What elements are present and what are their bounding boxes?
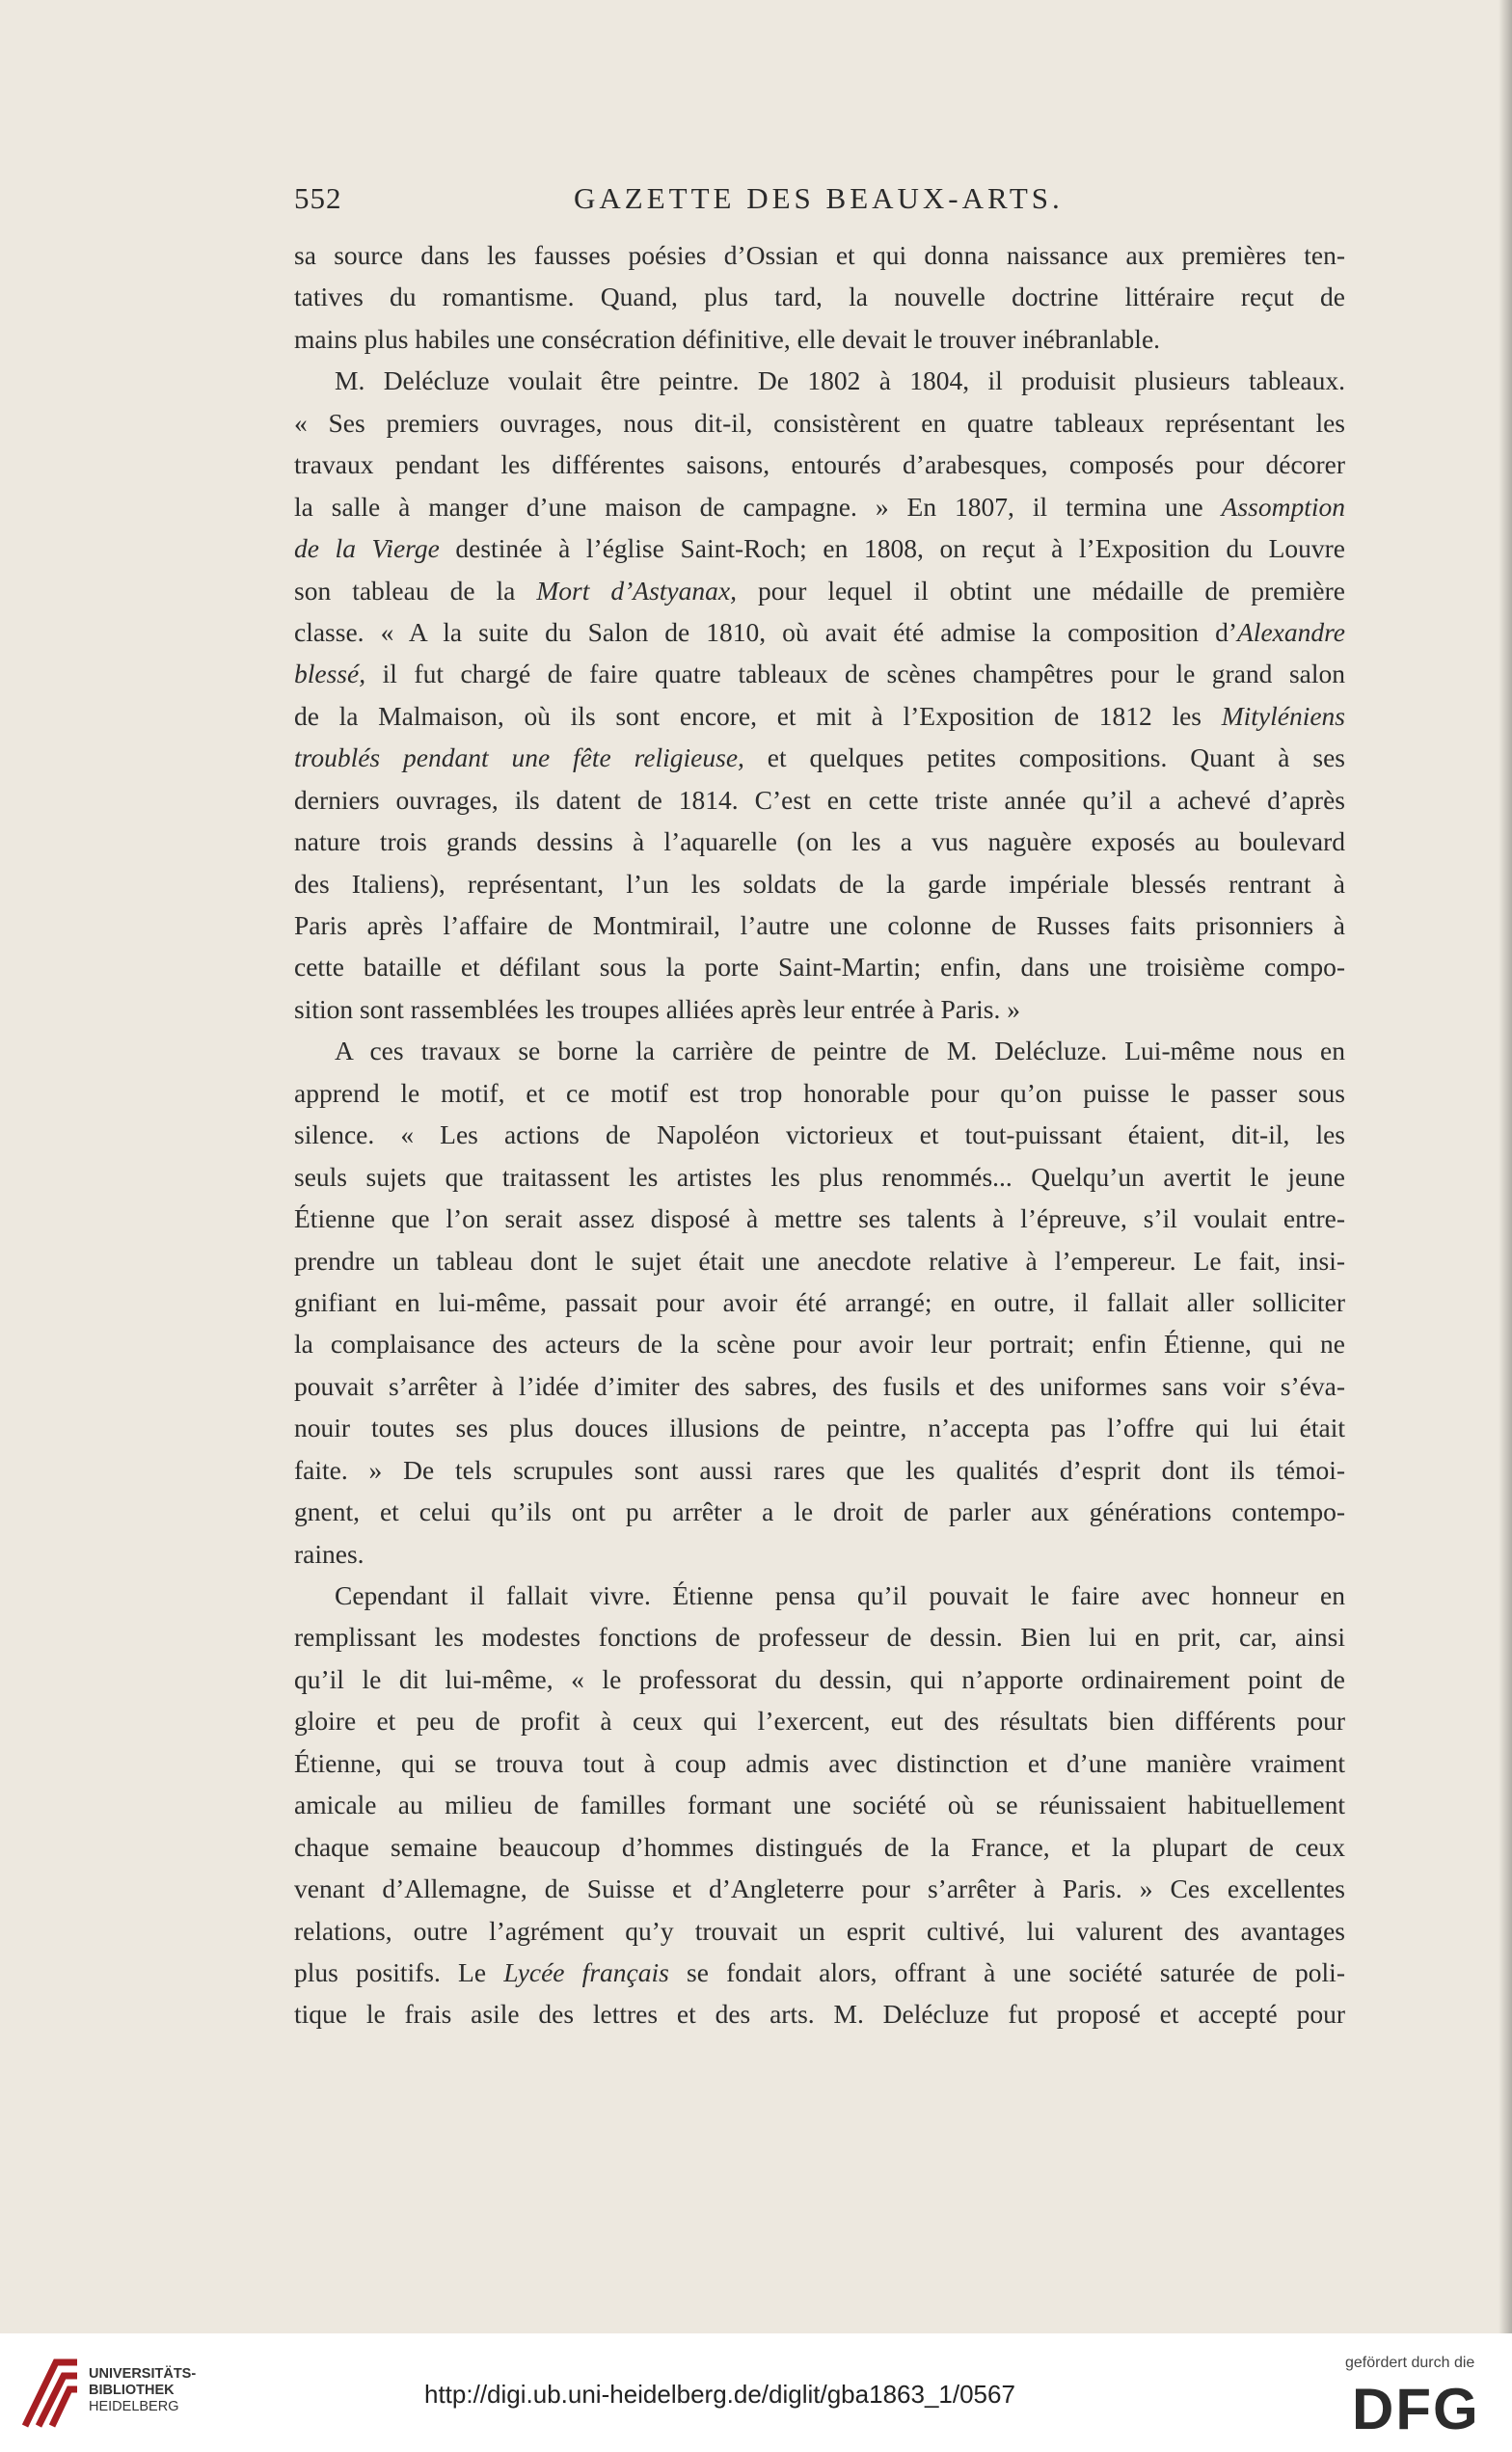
text-segment: plus positifs. Le bbox=[294, 1956, 504, 1987]
text-segment: raines. bbox=[294, 1538, 364, 1569]
text-line bbox=[294, 904, 1345, 946]
text-line bbox=[294, 1114, 1345, 1155]
text-line bbox=[294, 1449, 1345, 1491]
text-segment: tatives du romantisme. Quand, plus tard, la nouvelle doctrine littéraire reçut de bbox=[294, 282, 1345, 312]
text-line bbox=[294, 653, 1345, 694]
italic-title: Alexandre bbox=[1237, 616, 1345, 647]
text-line bbox=[294, 988, 1345, 1030]
text-line bbox=[294, 276, 1345, 317]
text-segment: de la Malmaison, où ils sont encore, et mit à l’Exposition de 1812 les bbox=[294, 700, 1222, 731]
text-segment: la salle à manger d’une maison de campagne. » En 1807, il termina une bbox=[294, 491, 1222, 522]
italic-title: Assomption bbox=[1221, 491, 1345, 522]
text-line bbox=[294, 318, 1345, 360]
text-segment: son tableau de la bbox=[294, 575, 537, 606]
text-segment: classe. « A la suite du Salon de 1810, où avait été admise la composition d’ bbox=[294, 616, 1237, 647]
text-segment: faite. » De tels scrupules sont aussi rares que les qualités d’esprit dont ils témoi- bbox=[294, 1454, 1345, 1485]
permalink-url[interactable]: http://digi.ub.uni-heidelberg.de/diglit/gba1863_1/0567 bbox=[424, 2380, 1015, 2409]
text-segment: remplissant les modestes fonctions de professeur de dessin. Bien lui en prit, car, ainsi bbox=[294, 1622, 1345, 1653]
page-header bbox=[294, 181, 1345, 220]
text-line bbox=[294, 821, 1345, 862]
italic-title: troublés pendant une fête religieuse, bbox=[294, 742, 744, 773]
text-segment: Étienne que l’on serait assez disposé à mettre ses talents à l’épreuve, s’il voulait entre- bbox=[294, 1203, 1345, 1234]
text-segment: la complaisance des acteurs de la scène pour avoir leur portrait; enfin Étienne, qui ne bbox=[294, 1329, 1345, 1360]
library-name-line: HEIDELBERG bbox=[89, 2399, 179, 2414]
text-line bbox=[294, 1658, 1345, 1700]
text-segment: A ces travaux se borne la carrière de peintre de M. Delécluze. Lui-même nous en bbox=[335, 1036, 1345, 1066]
footer-bar bbox=[0, 2333, 1512, 2452]
text-line bbox=[294, 946, 1345, 987]
text-line bbox=[294, 1784, 1345, 1825]
text-line bbox=[294, 1030, 1345, 1071]
text-segment: gnent, et celui qu’ils ont pu arrêter a le droit de parler aux générations contempo- bbox=[294, 1496, 1345, 1527]
library-name-line: BIBLIOTHEK bbox=[89, 2383, 175, 2398]
text-line bbox=[294, 1575, 1345, 1616]
text-segment: sa source dans les fausses poésies d’Ossian et qui donna naissance aux premières ten- bbox=[294, 240, 1345, 270]
text-line bbox=[294, 234, 1345, 276]
text-line bbox=[294, 570, 1345, 611]
text-segment: prendre un tableau dont le sujet était une anecdote relative à l’empereur. Le fait, insi- bbox=[294, 1245, 1345, 1276]
italic-title: Lycée français bbox=[503, 1956, 669, 1987]
text-segment: seuls sujets que traitassent les artistes les plus renommés... Quelqu’un avertit le jeune bbox=[294, 1161, 1345, 1192]
text-line bbox=[294, 1323, 1345, 1364]
text-line bbox=[294, 1910, 1345, 1952]
text-line bbox=[294, 486, 1345, 527]
dfg-logo-text: DFG bbox=[1352, 2379, 1480, 2435]
text-line bbox=[294, 1993, 1345, 2034]
text-line bbox=[294, 779, 1345, 821]
text-segment: chaque semaine beaucoup d’hommes distingués de la France, et la plupart de ceux bbox=[294, 1831, 1345, 1862]
text-segment: venant d’Allemagne, de Suisse et d’Angleterre pour s’arrêter à Paris. » Ces excellentes bbox=[294, 1873, 1345, 1904]
text-segment: « Ses premiers ouvrages, nous dit-il, consistèrent en quatre tableaux représentant les bbox=[294, 407, 1345, 438]
text-segment: M. Delécluze voulait être peintre. De 1802 à 1804, il produisit plusieurs tableaux. bbox=[335, 365, 1345, 396]
text-segment: pouvait s’arrêter à l’idée d’imiter des sabres, des fusils et des uniformes sans voir s’éva- bbox=[294, 1370, 1345, 1401]
text-segment: travaux pendant les différentes saisons, entourés d’arabesques, composés pour décorer bbox=[294, 449, 1345, 480]
text-line bbox=[294, 1072, 1345, 1114]
text-segment: et quelques petites compositions. Quant à ses bbox=[743, 742, 1345, 773]
funded-by-label: gefördert durch die bbox=[1345, 2355, 1475, 2371]
text-segment: cette bataille et défilant sous la porte Saint-Martin; enfin, dans une troisième compo- bbox=[294, 952, 1345, 983]
text-line bbox=[294, 1952, 1345, 1993]
text-line bbox=[294, 1491, 1345, 1532]
text-line bbox=[294, 1533, 1345, 1575]
text-line bbox=[294, 527, 1345, 569]
text-segment: amicale au milieu de familles formant une société où se réunissaient habituellement bbox=[294, 1790, 1345, 1820]
text-line bbox=[294, 863, 1345, 904]
text-line bbox=[294, 1281, 1345, 1323]
text-segment: mains plus habiles une consécration définitive, elle devait le trouver inébranlable. bbox=[294, 323, 1161, 354]
text-line bbox=[294, 1826, 1345, 1868]
dfg-logo-icon[interactable] bbox=[1350, 2379, 1495, 2435]
text-segment: sition sont rassemblées les troupes alliées après leur entrée à Paris. » bbox=[294, 993, 1020, 1024]
text-line bbox=[294, 402, 1345, 444]
text-segment: Cependant il fallait vivre. Étienne pensa qu’il pouvait le faire avec honneur en bbox=[335, 1580, 1345, 1610]
text-segment: des Italiens), représentant, l’un les soldats de la garde impériale blessés rentrant à bbox=[294, 868, 1345, 899]
text-segment: derniers ouvrages, ils datent de 1814. C’est en cette triste année qu’il a achevé d’après bbox=[294, 784, 1345, 815]
italic-title: de la Vierge bbox=[294, 533, 440, 564]
text-segment: Étienne, qui se trouva tout à coup admis avec distinction et d’une manière vraiment bbox=[294, 1747, 1345, 1778]
text-segment: silence. « Les actions de Napoléon victorieux et tout-puissant étaient, dit-il, les bbox=[294, 1119, 1345, 1150]
library-name bbox=[89, 2366, 196, 2415]
text-line bbox=[294, 444, 1345, 485]
italic-title: Mort d’Astyanax, bbox=[536, 575, 737, 606]
text-segment: gnifiant en lui-même, passait pour avoir été arrangé; en outre, il fallait aller solliciter bbox=[294, 1286, 1345, 1317]
text-segment: qu’il le dit lui-même, « le professorat du dessin, qui n’apporte ordinairement point de bbox=[294, 1663, 1345, 1694]
italic-title: blessé, bbox=[294, 659, 366, 689]
text-line bbox=[294, 1700, 1345, 1741]
text-segment: destinée à l’église Saint-Roch; en 1808, on reçut à l’Exposition du Louvre bbox=[439, 533, 1345, 564]
text-line bbox=[294, 1407, 1345, 1448]
text-segment: tique le frais asile des lettres et des arts. M. Delécluze fut proposé et accepté pour bbox=[294, 1999, 1345, 2030]
text-segment: il fut chargé de faire quatre tableaux de scènes champêtres pour le grand salon bbox=[365, 659, 1345, 689]
text-segment: se fondait alors, offrant à une société saturée de poli- bbox=[668, 1956, 1345, 1987]
text-segment: nouir toutes ses plus douces illusions de peintre, n’accepta pas l’offre qui lui était bbox=[294, 1413, 1345, 1443]
text-line bbox=[294, 360, 1345, 401]
text-line bbox=[294, 1616, 1345, 1657]
text-line bbox=[294, 1365, 1345, 1407]
library-name-line: UNIVERSITÄTS- bbox=[89, 2366, 197, 2382]
running-title: GAZETTE DES BEAUX-ARTS. bbox=[574, 181, 1064, 215]
text-line bbox=[294, 1198, 1345, 1239]
body-text bbox=[294, 234, 1345, 2035]
university-library-logo-icon[interactable] bbox=[17, 2351, 87, 2438]
text-segment: relations, outre l’agrément qu’y trouvait un esprit cultivé, lui valurent des avantages bbox=[294, 1915, 1345, 1946]
text-line bbox=[294, 1240, 1345, 1281]
page-number: 552 bbox=[294, 181, 342, 215]
text-line bbox=[294, 611, 1345, 653]
text-segment: gloire et peu de profit à ceux qui l’exercent, eut des résultats bien différents pour bbox=[294, 1706, 1345, 1737]
text-segment: nature trois grands dessins à l’aquarelle (on les a vus naguère exposés au boulevard bbox=[294, 826, 1345, 857]
italic-title: Mityléniens bbox=[1221, 700, 1345, 731]
text-segment: pour lequel il obtint une médaille de première bbox=[736, 575, 1345, 606]
text-line bbox=[294, 1742, 1345, 1784]
text-line bbox=[294, 1156, 1345, 1198]
text-line bbox=[294, 737, 1345, 778]
text-line bbox=[294, 695, 1345, 737]
text-segment: apprend le motif, et ce motif est trop honorable pour qu’on puisse le passer sous bbox=[294, 1077, 1345, 1108]
text-line bbox=[294, 1868, 1345, 1909]
text-segment: Paris après l’affaire de Montmirail, l’autre une colonne de Russes faits prisonniers à bbox=[294, 910, 1345, 940]
